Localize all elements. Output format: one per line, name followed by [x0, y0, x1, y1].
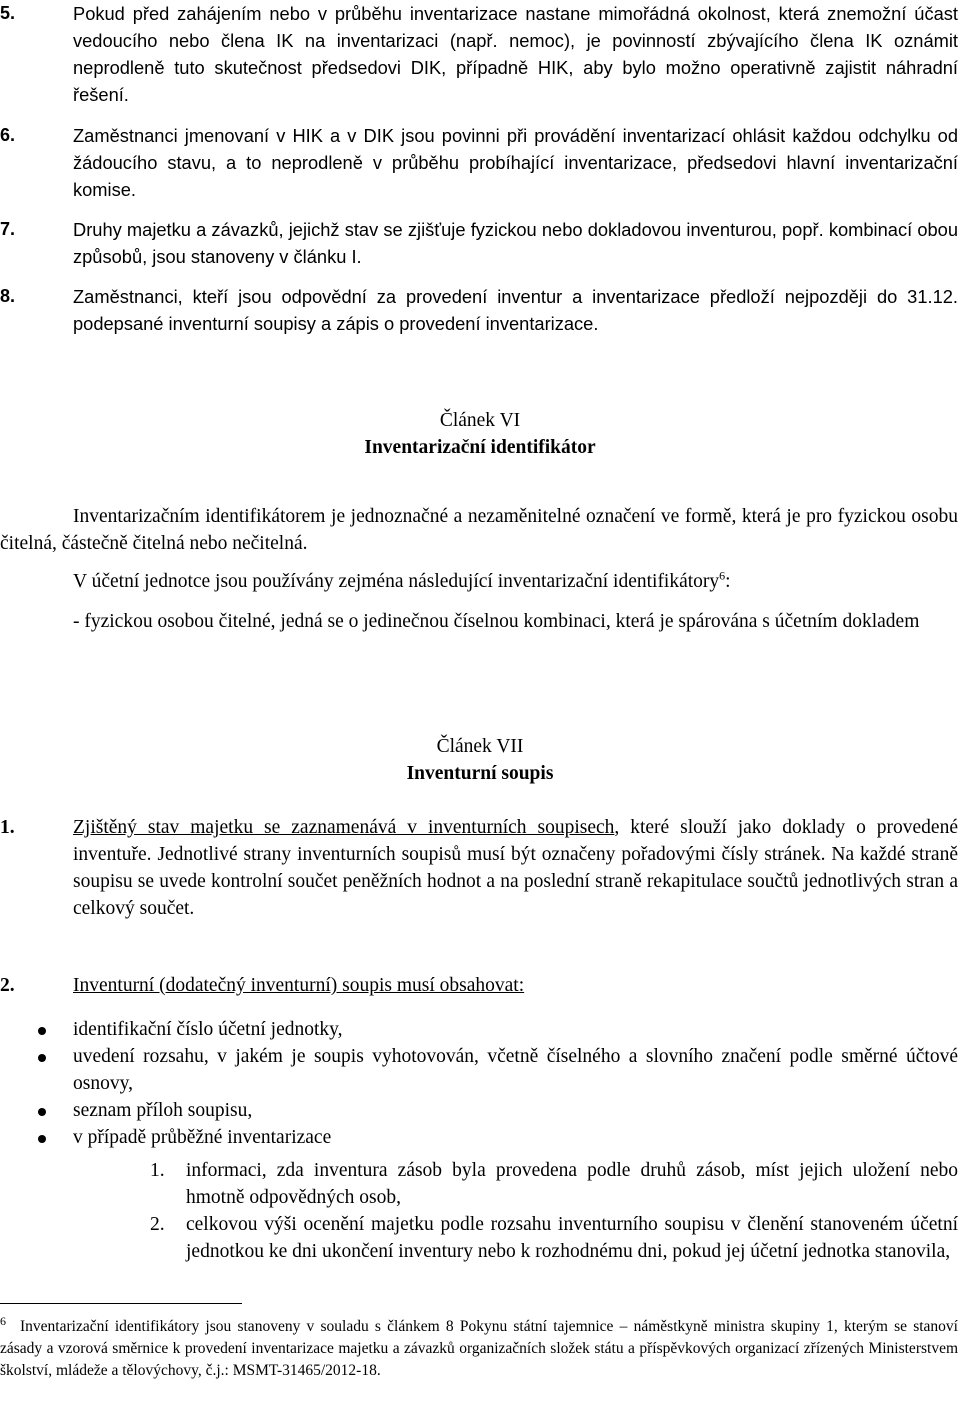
- paragraph-text: V účetní jednotce jsou používány zejména následující inventarizační identifikátory: [73, 571, 720, 592]
- list-item-8: [0, 283, 958, 337]
- item-text-rest: , které slouží jako doklady o provedené inventuře. Jednotlivé strany inventurních soupisů musí být označeny pořadovými čísly stránek. Na každé straně soupisu se uvede kontrolní součet peněžních hodnot a na poslední straně rekapitulace součtů jednotlivých stran a celkový součet.: [73, 817, 958, 919]
- article-title: Inventarizační identifikátor: [364, 437, 596, 458]
- sub-item-2: [0, 1211, 958, 1265]
- footnote-ref: 6: [719, 568, 726, 583]
- list-item-7: [0, 216, 958, 270]
- list-item: [0, 1124, 958, 1151]
- sub-item-number: 1.: [150, 1160, 165, 1181]
- article-number: Článek VI: [439, 410, 521, 431]
- underlined-text: Inventurní (dodatečný inventurní) soupis musí obsahovat:: [73, 975, 525, 996]
- article-vi-paragraph-1: Inventarizačním identifikátorem je jednoznačné a nezaměnitelné označení ve formě, která je pro fyzickou osobu čitelná, částečně čitelná nebo nečitelná.: [0, 506, 958, 554]
- bullet-icon: [38, 1054, 46, 1062]
- footnote: [0, 1313, 958, 1382]
- bullet-icon: [38, 1108, 46, 1116]
- item-text: Pokud před zahájením nebo v průběhu inventarizace nastane mimořádná okolnost, která znemožní účast vedoucího nebo člena IK na inventarizaci (např. nemoc), je povinností zbývajícího člena IK oznámit neprodleně tuto skutečnost předsedovi DIK, případně HIK, aby bylo možno operativně zajistit náhradní řešení.: [73, 3, 958, 105]
- list-item-6: [0, 122, 958, 203]
- item-text: [73, 972, 958, 999]
- list-item-5: [0, 0, 958, 108]
- list-item: [0, 1043, 958, 1097]
- paragraph-colon: :: [725, 571, 731, 592]
- item-text: Druhy majetku a závazků, jejichž stav se zjišťuje fyzickou nebo dokladovou inventurou, popř. kombinací obou způsobů, jsou stanoveny v článku I.: [73, 219, 958, 267]
- article-vii-heading: [0, 733, 960, 787]
- content-bullet-list: [0, 1016, 958, 1151]
- article-vi-heading: [0, 407, 960, 461]
- article-vii-item-2: [0, 972, 958, 999]
- bullet-icon: [38, 1135, 46, 1143]
- bullet-icon: [38, 1027, 46, 1035]
- item-number: 6.: [0, 125, 16, 145]
- article-number: Článek VII: [436, 736, 524, 757]
- sub-item-text: celkovou výši ocenění majetku podle rozsahu inventurního soupisu v členění stanoveném účetní jednotkou ke dni ukončení inventury nebo k rozhodnému dni, pokud jej účetní jednotka stanovila,: [186, 1214, 958, 1262]
- bullet-text: v případě průběžné inventarizace: [73, 1127, 332, 1148]
- article-vii-item-1: [0, 814, 958, 922]
- item-number: 5.: [0, 3, 16, 23]
- item-text: [73, 814, 958, 922]
- item-number: 7.: [0, 219, 16, 239]
- article-title: Inventurní soupis: [406, 763, 554, 784]
- sub-item-number: 2.: [150, 1214, 165, 1235]
- article-vi-paragraph-3: - fyzickou osobou čitelné, jedná se o jedinečnou číselnou kombinaci, která je spárována s účetním dokladem: [73, 611, 920, 632]
- item-number: 2.: [0, 975, 15, 996]
- underlined-text: Zjištěný stav majetku se zaznamenává v inventurních soupisech: [73, 817, 615, 838]
- bullet-text: uvedení rozsahu, v jakém je soupis vyhotovován, včetně číselného a slovního značení podle směrné účtové osnovy,: [73, 1046, 958, 1094]
- article-vi-paragraph-2: [0, 568, 958, 595]
- list-item: [0, 1016, 958, 1043]
- footnote-number: 6: [0, 1313, 6, 1328]
- footnote-divider: [0, 1303, 242, 1304]
- bullet-text: identifikační číslo účetní jednotky,: [73, 1019, 343, 1040]
- item-number: 8.: [0, 286, 16, 306]
- item-text: Zaměstnanci jmenovaní v HIK a v DIK jsou povinni při provádění inventarizací ohlásit každou odchylku od žádoucího stavu, a to neprodleně v průběhu probíhající inventarizace, předsedovi hlavní inventarizační komise.: [73, 125, 958, 200]
- sub-item-1: [0, 1157, 958, 1211]
- sub-item-text: informaci, zda inventura zásob byla provedena podle druhů zásob, míst jejich uložení nebo hmotně odpovědných osob,: [186, 1160, 958, 1208]
- list-item: [0, 1097, 958, 1124]
- bullet-text: seznam příloh soupisu,: [73, 1100, 253, 1121]
- footnote-text: Inventarizační identifikátory jsou stanoveny v souladu s článkem 8 Pokynu státní tajemnice – náměstkyně ministra skupiny 1, kterým se stanoví zásady a vzorová směrnice k provedení inventarizace majetku a závazků organizačních složek státu a příspěvkových organizací zřízených Ministerstvem školství, mládeže a tělovýchovy, č.j.: MSMT-31465/2012-18.: [0, 1318, 958, 1379]
- item-number: 1.: [0, 817, 15, 838]
- item-text: Zaměstnanci, kteří jsou odpovědní za provedení inventur a inventarizace předloží nejpozději do 31.12. podepsané inventurní soupisy a zápis o provedení inventarizace.: [73, 286, 958, 334]
